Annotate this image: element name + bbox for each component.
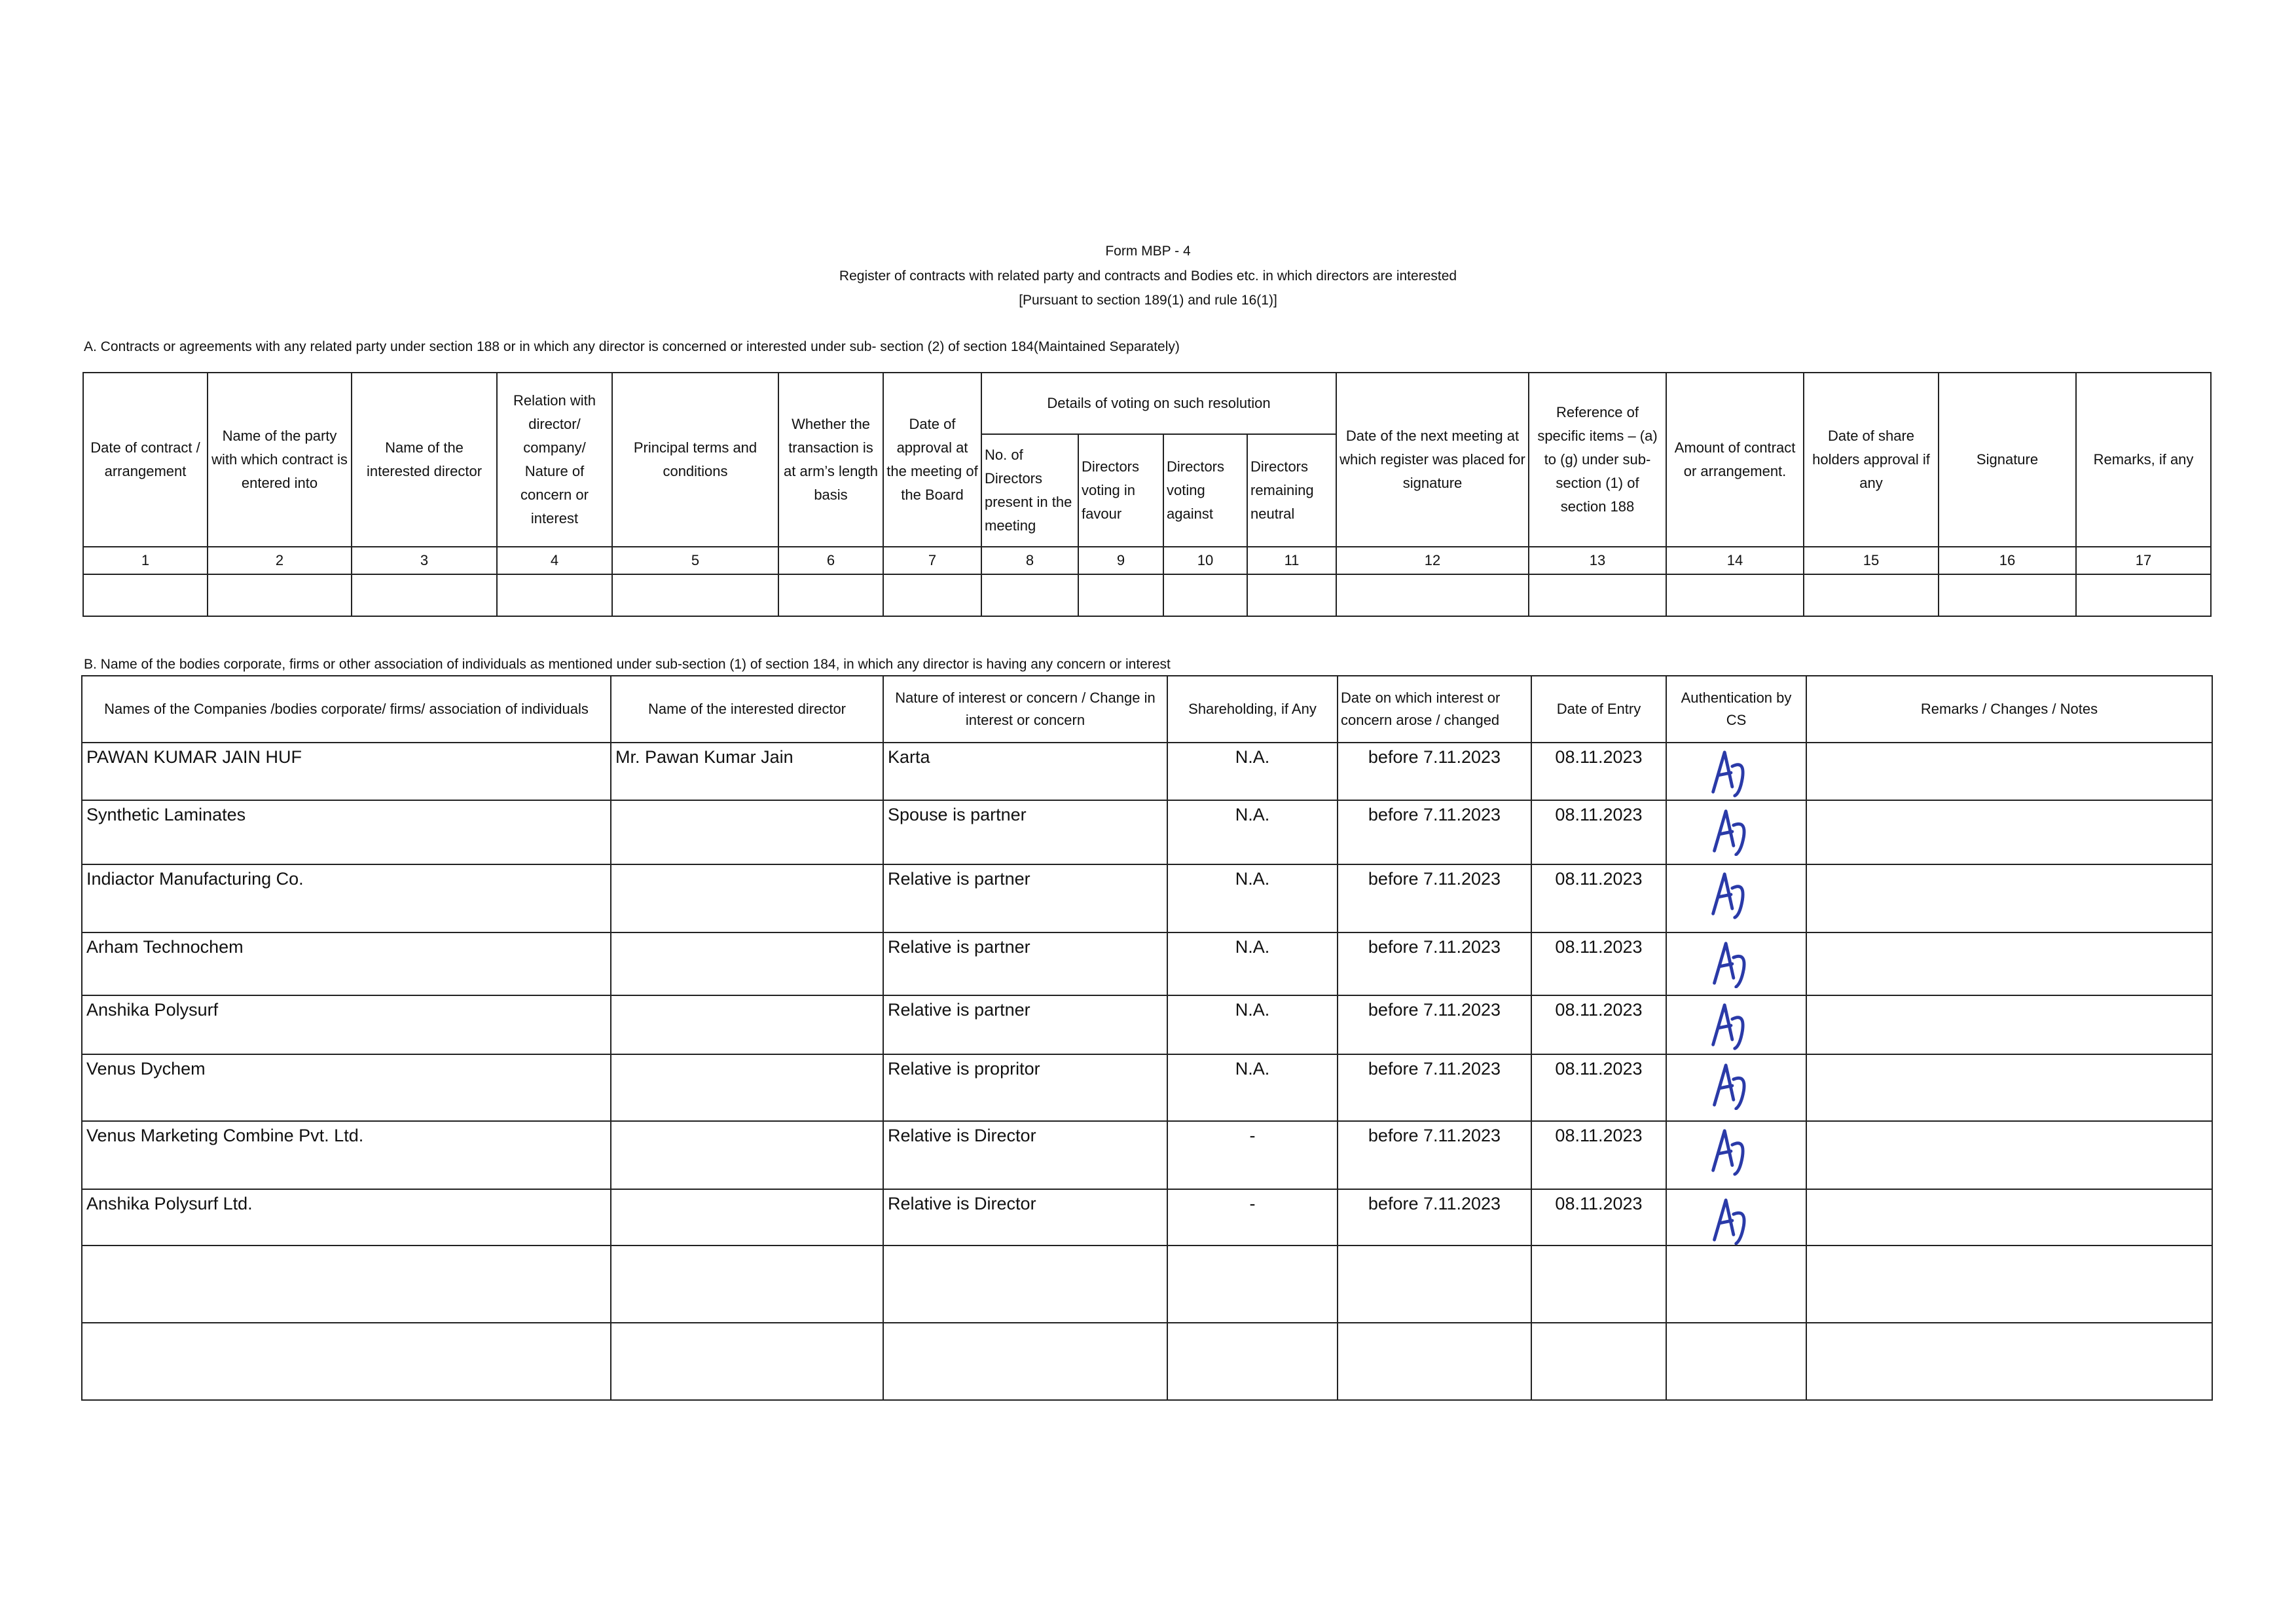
director-name (611, 864, 883, 932)
director-name (611, 1246, 883, 1323)
shareholding-value: - (1167, 1121, 1338, 1189)
nature-of-interest: Relative is partner (883, 995, 1167, 1054)
col-number: 15 (1804, 547, 1939, 574)
cs-signature-icon (1706, 869, 1752, 920)
remarks-cell (1806, 995, 2212, 1054)
col-reference: Reference of specific items – (a) to (g) under sub-section (1) of section 188 (1529, 373, 1666, 547)
entity-name: Anshika Polysurf Ltd. (82, 1189, 611, 1246)
date-of-entry: 08.11.2023 (1531, 864, 1666, 932)
form-title: Form MBP - 4 (1105, 244, 1191, 259)
date-of-entry: 08.11.2023 (1531, 1054, 1666, 1121)
cs-signature-icon (1706, 1126, 1752, 1177)
empty-entry-row (83, 574, 2211, 616)
col-remarks: Remarks, if any (2076, 373, 2211, 547)
table-row (82, 1054, 2212, 1121)
date-of-entry: 08.11.2023 (1531, 1121, 1666, 1189)
entity-name: Anshika Polysurf (82, 995, 611, 1054)
remarks-cell (1806, 1189, 2212, 1246)
shareholding-value: N.A. (1167, 743, 1338, 800)
shareholding-value: N.A. (1167, 1054, 1338, 1121)
remarks-cell (1806, 1121, 2212, 1189)
col-interested-director: Name of the interested director (611, 676, 883, 743)
nature-of-interest: Karta (883, 743, 1167, 800)
col-date-arose: Date on which interest or concern arose / changed (1338, 676, 1531, 743)
date-of-entry (1531, 1323, 1666, 1400)
voting-group-header: Details of voting on such resolution (981, 373, 1336, 434)
director-name: Mr. Pawan Kumar Jain (611, 743, 883, 800)
authentication-cell (1666, 743, 1806, 800)
table-row (82, 1189, 2212, 1246)
col-number: 2 (208, 547, 352, 574)
authentication-cell (1666, 1054, 1806, 1121)
table-row (82, 864, 2212, 932)
section-b-table (81, 675, 2213, 1401)
remarks-cell (1806, 1323, 2212, 1400)
col-number: 8 (981, 547, 1078, 574)
col-date-of-approval: Date of approval at the meeting of the Board (883, 373, 981, 547)
director-name (611, 1323, 883, 1400)
cs-signature-icon (1706, 1059, 1752, 1110)
table-row (82, 1121, 2212, 1189)
shareholding-value: - (1167, 1189, 1338, 1246)
remarks-cell (1806, 1246, 2212, 1323)
col-authentication: Authentication by CS (1666, 676, 1806, 743)
col-voting-favour: Directors voting in favour (1078, 434, 1163, 547)
nature-of-interest (883, 1323, 1167, 1400)
cs-signature-icon (1706, 805, 1752, 856)
table-row (82, 743, 2212, 800)
table-row (82, 995, 2212, 1054)
date-arose: before 7.11.2023 (1338, 1121, 1531, 1189)
date-arose: before 7.11.2023 (1338, 932, 1531, 995)
director-name (611, 1189, 883, 1246)
entity-name (82, 1323, 611, 1400)
director-name (611, 932, 883, 995)
authentication-cell (1666, 1121, 1806, 1189)
entity-name: Synthetic Laminates (82, 800, 611, 864)
authentication-cell (1666, 1323, 1806, 1400)
col-amount: Amount of contract or arrangement. (1666, 373, 1804, 547)
col-remarks-notes: Remarks / Changes / Notes (1806, 676, 2212, 743)
cs-signature-icon (1706, 937, 1752, 988)
date-arose: before 7.11.2023 (1338, 1189, 1531, 1246)
col-number: 7 (883, 547, 981, 574)
director-name (611, 1121, 883, 1189)
col-shareholding: Shareholding, if Any (1167, 676, 1338, 743)
col-principal-terms: Principal terms and conditions (612, 373, 778, 547)
shareholding-value: N.A. (1167, 995, 1338, 1054)
entity-name: Indiactor Manufacturing Co. (82, 864, 611, 932)
section-b-title: B. Name of the bodies corporate, firms or other association of individuals as mentioned under sub-section (1) of section 184, in which any director is having any concern or interest (84, 657, 1171, 672)
nature-of-interest: Spouse is partner (883, 800, 1167, 864)
col-number: 13 (1529, 547, 1666, 574)
register-title: Register of contracts with related party and contracts and Bodies etc. in which directors are interested (839, 268, 1457, 284)
entity-name: Venus Marketing Combine Pvt. Ltd. (82, 1121, 611, 1189)
date-arose: before 7.11.2023 (1338, 995, 1531, 1054)
col-relation: Relation with director/ company/ Nature of concern or interest (497, 373, 612, 547)
cs-signature-icon (1706, 1000, 1752, 1051)
col-number: 12 (1336, 547, 1529, 574)
date-of-entry: 08.11.2023 (1531, 932, 1666, 995)
nature-of-interest: Relative is propritor (883, 1054, 1167, 1121)
shareholding-value: N.A. (1167, 800, 1338, 864)
date-arose (1338, 1323, 1531, 1400)
col-number: 5 (612, 547, 778, 574)
director-name (611, 995, 883, 1054)
col-date-of-entry: Date of Entry (1531, 676, 1666, 743)
section-a-title: A. Contracts or agreements with any related party under section 188 or in which any director is concerned or interested under sub- section (2) of section 184(Maintained Separately) (84, 339, 1180, 354)
shareholding-value: N.A. (1167, 932, 1338, 995)
nature-of-interest: Relative is partner (883, 864, 1167, 932)
col-next-meeting: Date of the next meeting at which register was placed for signature (1336, 373, 1529, 547)
col-number: 4 (497, 547, 612, 574)
director-name (611, 1054, 883, 1121)
shareholding-value: N.A. (1167, 864, 1338, 932)
nature-of-interest (883, 1246, 1167, 1323)
col-arms-length: Whether the transaction is at arm’s length basis (778, 373, 883, 547)
nature-of-interest: Relative is partner (883, 932, 1167, 995)
remarks-cell (1806, 1054, 2212, 1121)
col-number: 10 (1163, 547, 1247, 574)
date-of-entry: 08.11.2023 (1531, 1189, 1666, 1246)
col-number: 16 (1939, 547, 2076, 574)
col-shareholders-approval: Date of share holders approval if any (1804, 373, 1939, 547)
col-entity-names: Names of the Companies /bodies corporate/ firms/ association of individuals (82, 676, 611, 743)
authentication-cell (1666, 864, 1806, 932)
col-signature: Signature (1939, 373, 2076, 547)
entity-name: Venus Dychem (82, 1054, 611, 1121)
col-number: 17 (2076, 547, 2211, 574)
date-arose: before 7.11.2023 (1338, 864, 1531, 932)
col-number: 6 (778, 547, 883, 574)
date-of-entry: 08.11.2023 (1531, 800, 1666, 864)
col-number: 14 (1666, 547, 1804, 574)
remarks-cell (1806, 743, 2212, 800)
nature-of-interest: Relative is Director (883, 1189, 1167, 1246)
date-of-entry: 08.11.2023 (1531, 743, 1666, 800)
empty-entry-row (82, 1246, 2212, 1323)
col-interested-director: Name of the interested director (352, 373, 497, 547)
authentication-cell (1666, 1246, 1806, 1323)
table-row (82, 800, 2212, 864)
remarks-cell (1806, 864, 2212, 932)
remarks-cell (1806, 932, 2212, 995)
shareholding-value (1167, 1323, 1338, 1400)
entity-name: Arham Technochem (82, 932, 611, 995)
table-row (82, 932, 2212, 995)
cs-signature-icon (1706, 747, 1752, 798)
director-name (611, 800, 883, 864)
col-party-name: Name of the party with which contract is entered into (208, 373, 352, 547)
empty-entry-row (82, 1323, 2212, 1400)
col-number: 3 (352, 547, 497, 574)
col-number: 11 (1247, 547, 1336, 574)
authentication-cell (1666, 800, 1806, 864)
date-arose: before 7.11.2023 (1338, 800, 1531, 864)
date-of-entry: 08.11.2023 (1531, 995, 1666, 1054)
col-voting-against: Directors voting against (1163, 434, 1247, 547)
date-arose: before 7.11.2023 (1338, 1054, 1531, 1121)
remarks-cell (1806, 800, 2212, 864)
col-number: 1 (83, 547, 208, 574)
pursuant-line: [Pursuant to section 189(1) and rule 16(1)] (1019, 293, 1277, 308)
cs-signature-icon (1706, 1194, 1752, 1245)
col-nature-of-interest: Nature of interest or concern / Change in interest or concern (883, 676, 1167, 743)
col-remaining-neutral: Directors remaining neutral (1247, 434, 1336, 547)
entity-name (82, 1246, 611, 1323)
col-date-of-contract: Date of contract / arrangement (83, 373, 208, 547)
authentication-cell (1666, 932, 1806, 995)
shareholding-value (1167, 1246, 1338, 1323)
date-arose: before 7.11.2023 (1338, 743, 1531, 800)
nature-of-interest: Relative is Director (883, 1121, 1167, 1189)
date-of-entry (1531, 1246, 1666, 1323)
date-arose (1338, 1246, 1531, 1323)
col-directors-present: No. of Directors present in the meeting (981, 434, 1078, 547)
authentication-cell (1666, 1189, 1806, 1246)
entity-name: PAWAN KUMAR JAIN HUF (82, 743, 611, 800)
column-number-row (83, 547, 2211, 574)
authentication-cell (1666, 995, 1806, 1054)
col-number: 9 (1078, 547, 1163, 574)
section-a-table (82, 372, 2212, 617)
